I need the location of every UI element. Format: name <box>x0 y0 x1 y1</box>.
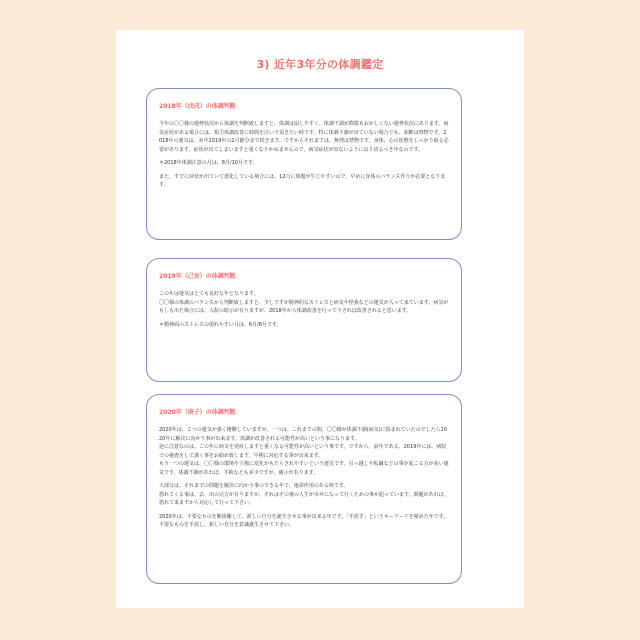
section-2018-paragraph: 今年の〇〇様の運勢状況から体調を判断致しますと、体調は崩しやすく、体調不調が際限もおかしくない運勢状況にあります。病気症状がある場合には、相力体調改善に時間を注いで頂きたい時です。特に体調不調が出ていない場合でも、油断は禁物です。2018年の運気は、未年2019年の2月節分まで続きます。ですからそれまでは、無理は禁物です。身体、心の状態をしっかり取る必要があります。症状が出てしまいますと重くなりかねませんので、病気症状が出ないように良り切るべき年なのです。 <box>159 121 449 153</box>
section-2018-title: 2018年（戊戌）の体調判断 <box>159 103 236 110</box>
section-2018-card <box>146 88 462 240</box>
section-2020-paragraph: 大部分は、それまでの問題を解決に向かう事のできる年で、運命作用のある時です。 悪れてくる事は、去、出の完方が有りますが、それはその後の人生が幸せになって行くための事が起っています。問題があれば、悪れて来ますから対応して行って下さい。 <box>159 483 449 506</box>
section-2018-paragraph: ＊2018年体調注意の月は、8月/10月です。 <box>159 160 258 166</box>
section-2019-title: 2019年（己亥）の体調判断 <box>159 273 236 280</box>
section-2018-paragraph: また、すでに症状が出ていて悪化している場合には、12月に問題が生じやすいので、早めに身体のバランス作りが必要となります。 <box>159 173 446 188</box>
page-title: 3) 近年3年分の体調鑑定 <box>256 58 384 71</box>
section-2020-paragraph: 2020年は、２つの運気が強く棲働していますが、一つは、これまでの問、〇〇様が体調不調(病気)に悩まれていたのでしたら2020年に解決に向かう事が出来ます。体調が改善される可能性が高いという事になります。 逆に注意なのは、この年に病気を発症しますと重くなる可能性が高いという事です。ですから、前年である、2019年には、病院での検査をして調く事をお勧め致します。早期に対応する事が出来ます。 もう一つの運気は、〇〇様の環境や立場に変化がもたらされやすいという運気です。引っ越しや転職などの事が起こる方が多い運気です。体調不調があれば、手術なども多少ですが、確示が有ります。 <box>159 427 449 476</box>
section-2020-card <box>146 394 462 584</box>
section-2019-paragraph: ＊精神面のストレスの現れやすい月は、6月/8月です。 <box>159 321 282 328</box>
document-page <box>116 30 524 608</box>
section-2020-paragraph: 2020年は、不要なものを断捨離して、新しい自分を誕生させる事が出来る年です。「手放す」というキーワードを秘めた年です。不要なものを手放し、新しい自分を意識誕生させて下さい。 <box>159 513 449 528</box>
section-2019-paragraph: この年は運気はとても良好な年となります。 〇〇様の体調のバランスから判断致しますと、少しですが精神的なストレスと病気や怪我などの運気が入って来ています。病気がもしも出た場合には、入院の暗示が有りますが、2018年から体調改善を行って下されば改善されると思います。 <box>159 291 449 314</box>
section-2019-card <box>146 258 462 382</box>
section-2020-title: 2020年（庚子）の体調判断 <box>159 409 236 416</box>
